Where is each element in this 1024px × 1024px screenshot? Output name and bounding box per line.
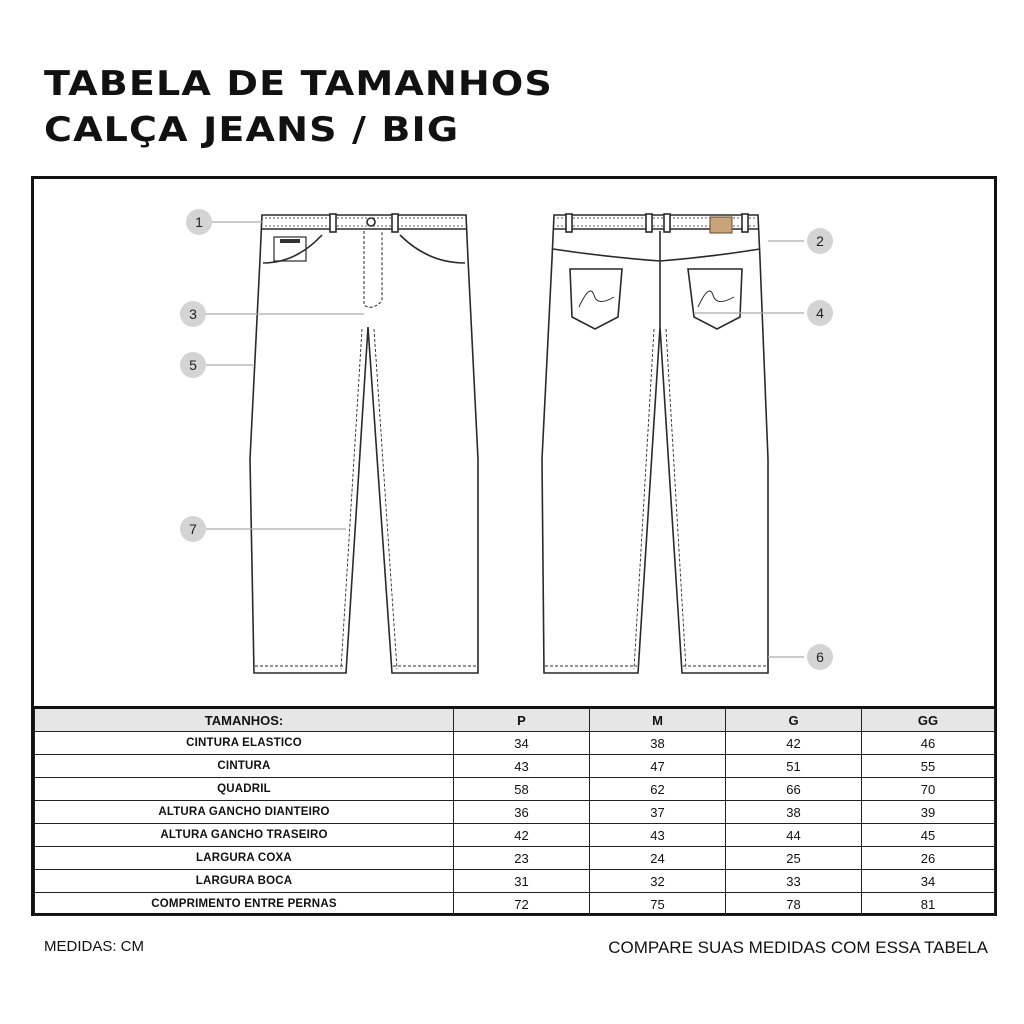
- callout-1-label: 1: [195, 214, 203, 230]
- table-header-row: [35, 708, 995, 732]
- table-row: [35, 847, 995, 870]
- cell-value: 75: [590, 893, 726, 916]
- callout-5-label: 5: [189, 357, 197, 373]
- cell-value: 25: [726, 847, 862, 870]
- jeans-front-view: [250, 214, 478, 673]
- row-label: ALTURA GANCHO DIANTEIRO: [35, 801, 454, 824]
- cell-value: 81: [862, 893, 995, 916]
- callout-3: [180, 301, 206, 327]
- cell-value: 32: [590, 870, 726, 893]
- table-row: [35, 801, 995, 824]
- table-row: [35, 778, 995, 801]
- cell-value: 72: [454, 893, 590, 916]
- row-label: LARGURA BOCA: [35, 870, 454, 893]
- row-label: ALTURA GANCHO TRASEIRO: [35, 824, 454, 847]
- cell-value: 47: [590, 755, 726, 778]
- cell-value: 34: [862, 870, 995, 893]
- table-row: [35, 732, 995, 755]
- cell-value: 45: [862, 824, 995, 847]
- cell-value: 42: [726, 732, 862, 755]
- callout-1: [186, 209, 212, 235]
- callout-6: [807, 644, 833, 670]
- jeans-back-view: [542, 214, 768, 673]
- callout-4-label: 4: [816, 305, 824, 321]
- header-size-g: G: [726, 708, 862, 732]
- cell-value: 62: [590, 778, 726, 801]
- size-table: [34, 706, 995, 916]
- callout-2: [807, 228, 833, 254]
- cell-value: 23: [454, 847, 590, 870]
- callout-2-label: 2: [816, 233, 824, 249]
- row-label: CINTURA: [35, 755, 454, 778]
- cell-value: 46: [862, 732, 995, 755]
- table-row: [35, 824, 995, 847]
- jeans-illustration: [34, 179, 994, 705]
- callout-7-label: 7: [189, 521, 197, 537]
- callout-5: [180, 352, 206, 378]
- table-row: [35, 870, 995, 893]
- cell-value: 42: [454, 824, 590, 847]
- cell-value: 26: [862, 847, 995, 870]
- callout-4: [807, 300, 833, 326]
- row-label: LARGURA COXA: [35, 847, 454, 870]
- row-label: CINTURA ELASTICO: [35, 732, 454, 755]
- row-label: COMPRIMENTO ENTRE PERNAS: [35, 893, 454, 916]
- cell-value: 66: [726, 778, 862, 801]
- cell-value: 39: [862, 801, 995, 824]
- cell-value: 58: [454, 778, 590, 801]
- cell-value: 33: [726, 870, 862, 893]
- header-size-gg: GG: [862, 708, 995, 732]
- cell-value: 38: [590, 732, 726, 755]
- cell-value: 37: [590, 801, 726, 824]
- table-row: [35, 893, 995, 916]
- cell-value: 43: [454, 755, 590, 778]
- header-label-tamanhos: TAMANHOS:: [35, 708, 454, 732]
- cell-value: 38: [726, 801, 862, 824]
- header-size-p: P: [454, 708, 590, 732]
- cell-value: 24: [590, 847, 726, 870]
- row-label: QUADRIL: [35, 778, 454, 801]
- cell-value: 31: [454, 870, 590, 893]
- cell-value: 36: [454, 801, 590, 824]
- title-line-1: TABELA DE TAMANHOS: [44, 64, 553, 104]
- compare-note: COMPARE SUAS MEDIDAS COM ESSA TABELA: [608, 938, 988, 957]
- cell-value: 78: [726, 893, 862, 916]
- size-chart-frame: [31, 176, 997, 916]
- callout-7: [180, 516, 206, 542]
- cell-value: 44: [726, 824, 862, 847]
- cell-value: 55: [862, 755, 995, 778]
- callout-6-label: 6: [816, 649, 824, 665]
- cell-value: 43: [590, 824, 726, 847]
- units-note: MEDIDAS: CM: [44, 938, 145, 955]
- cell-value: 34: [454, 732, 590, 755]
- header-size-m: M: [590, 708, 726, 732]
- cell-value: 51: [726, 755, 862, 778]
- cell-value: 70: [862, 778, 995, 801]
- table-row: [35, 755, 995, 778]
- callout-3-label: 3: [189, 306, 197, 322]
- title-line-2: CALÇA JEANS / BIG: [44, 110, 460, 150]
